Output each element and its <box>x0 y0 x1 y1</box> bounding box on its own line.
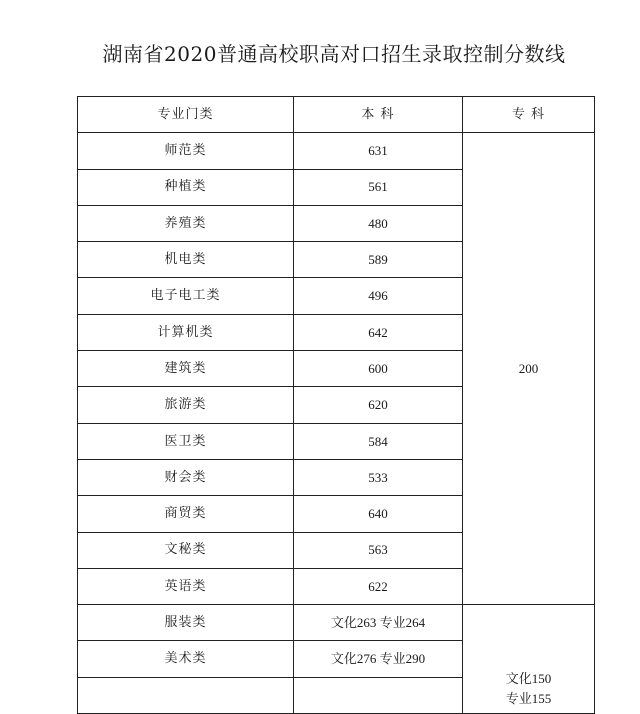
category-cell: 种植类 <box>78 169 294 205</box>
category-cell: 机电类 <box>78 242 294 278</box>
category-cell: 医卫类 <box>78 423 294 459</box>
benke-cell: 文化263 专业264 <box>294 605 463 641</box>
benke-cell: 584 <box>294 423 463 459</box>
benke-cell: 文化276 专业290 <box>294 641 463 677</box>
empty-cell <box>294 677 463 713</box>
category-cell: 财会类 <box>78 459 294 495</box>
page-title: 湖南省2020普通高校职高对口招生录取控制分数线 <box>102 42 566 66</box>
benke-cell: 631 <box>294 133 463 169</box>
table-row <box>78 133 595 169</box>
benke-cell: 642 <box>294 314 463 350</box>
table-row <box>78 605 595 641</box>
benke-cell: 561 <box>294 169 463 205</box>
table-header-row <box>78 97 595 133</box>
benke-cell: 589 <box>294 242 463 278</box>
benke-cell: 496 <box>294 278 463 314</box>
header-benke: 本 科 <box>294 97 463 133</box>
category-cell: 计算机类 <box>78 314 294 350</box>
zhuanke-group2-line1: 文化150 <box>505 670 552 686</box>
category-cell: 师范类 <box>78 133 294 169</box>
zhuanke-group1-cell: 200 <box>463 133 595 605</box>
category-cell: 服装类 <box>78 605 294 641</box>
zhuanke-group2-line2: 专业155 <box>505 690 552 706</box>
category-cell: 商贸类 <box>78 496 294 532</box>
header-category: 专业门类 <box>78 97 294 133</box>
header-zhuanke: 专 科 <box>463 97 595 133</box>
category-cell: 建筑类 <box>78 351 294 387</box>
benke-cell: 563 <box>294 532 463 568</box>
benke-cell: 620 <box>294 387 463 423</box>
category-cell: 美术类 <box>78 641 294 677</box>
benke-cell: 480 <box>294 205 463 241</box>
empty-cell <box>78 677 294 713</box>
category-cell: 旅游类 <box>78 387 294 423</box>
category-cell: 文秘类 <box>78 532 294 568</box>
category-cell: 英语类 <box>78 568 294 604</box>
benke-cell: 600 <box>294 351 463 387</box>
category-cell: 养殖类 <box>78 205 294 241</box>
benke-cell: 533 <box>294 459 463 495</box>
benke-cell: 622 <box>294 568 463 604</box>
category-cell: 电子电工类 <box>78 278 294 314</box>
benke-cell: 640 <box>294 496 463 532</box>
score-table <box>77 96 595 714</box>
zhuanke-group2-cell <box>463 605 595 714</box>
